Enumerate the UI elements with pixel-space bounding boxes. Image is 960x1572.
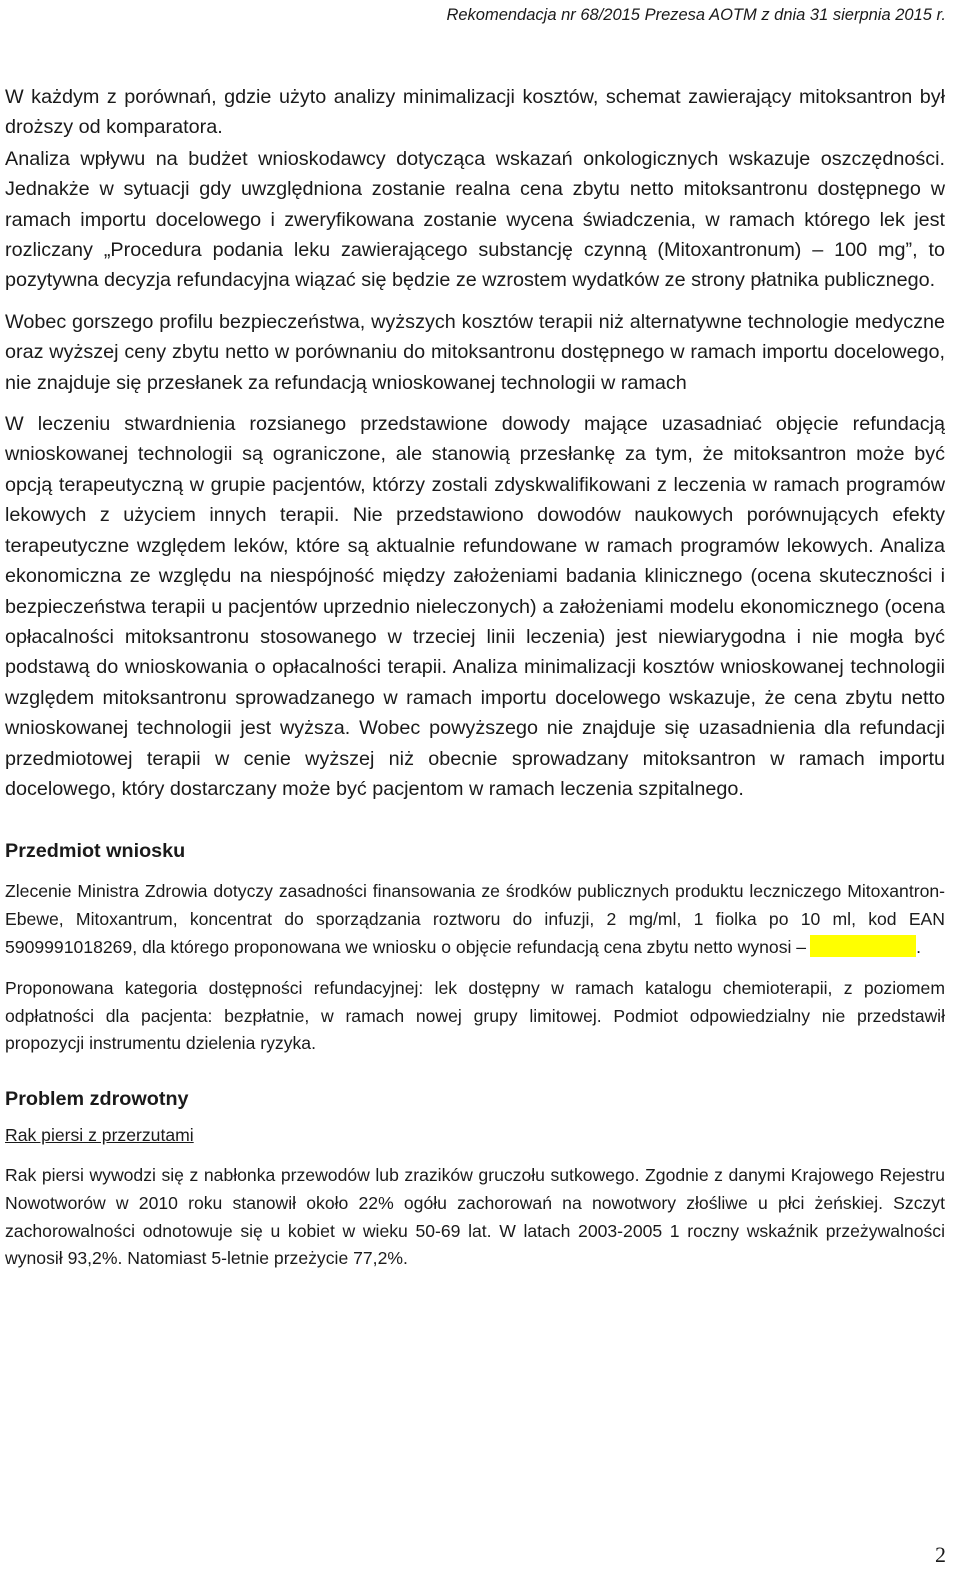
document-body [5,82,945,1273]
page-number: 2 [935,1542,946,1567]
paragraph-cost-minimization: W każdym z porównań, gdzie użyto analizy minimalizacji kosztów, schemat zawierający mitoksantron był droższy od komparatora. [5,86,945,139]
paragraph-safety-profile: Wobec gorszego profilu bezpieczeństwa, wyższych kosztów terapii niż alternatywne technologie medyczne oraz wyższej ceny zbytu netto w porównaniu do mitoksantronu dostępnego w ramach importu docelowego, nie znajduje się przesłanek za refundacją wnioskowanej technologii w ramach [5,310,945,394]
paragraph-breast-cancer: Rak piersi wywodzi się z nabłonka przewodów lub zrazików gruczołu sutkowego. Zgodnie z danymi Krajowego Rejestru Nowotworów w 2010 roku stanowił około 22% ogółu zachorowań na nowotwory złośliwe u płci żeńskiej. Szczyt zachorowalności odnotowuje się u kobiet w wieku 50-69 lat. W latach 2003-2005 1 roczny wskaźnik przeżywalności wynosił 93,2%. Natomiast 5-letnie przeżycie 77,2%. [5,1164,945,1269]
paragraph-multiple-sclerosis: W leczeniu stwardnienia rozsianego przedstawione dowody mające uzasadniać objęcie refundacją wnioskowanej technologii są ograniczone, ale stanowią przesłankę za tym, że mitoksantron może być opcją terapeutyczną w grupie pacjentów, którzy zostali zdyskwalifikowani z leczenia w ramach programów lekowych z użyciem innych terapii. Nie przedstawiono dowodów naukowych porównujących efekty terapeutyczne względem leków, które są aktualnie refundowane w ramach programów lekowych. Analiza ekonomiczna ze względu na niespójność między założeniami badania klinicznego (ocena skuteczności i bezpieczeństwa terapii u pacjentów uprzednio nieleczonych) a założeniami modelu ekonomicznego (ocena opłacalności mitoksantronu stosowanego w trzeciej linii leczenia) jest niewiarygodna i nie mogła być podstawą do wnioskowania o opłacalności terapii. Analiza minimalizacji kosztów wnioskowanej technologii względem mitoksantronu sprowadzanego w ramach importu docelowego wskazuje, że cena zbytu netto wnioskowanej technologii jest wyższa. Wobec powyższego nie znajduje się uzasadnienia dla refundacji przedmiotowej terapii w cenie wyższej niż obecnie sprowadzany mitoksantron w ramach importu docelowego, który dostarczany może być pacjentom w ramach leczenia szpitalnego. [5,413,945,800]
paragraph-przedmiot-category: Proponowana kategoria dostępności refundacyjnej: lek dostępny w ramach katalogu chemioterapii, z poziomem odpłatności dla pacjenta: bezpłatnie, w ramach nowej grupy limitowej. Podmiot odpowiedzialny nie przedstawił propozycji instrumentu dzielenia ryzyka. [5,977,945,1054]
redacted-price-block [810,935,916,957]
running-header: Rekomendacja nr 68/2015 Prezesa AOTM z dnia 31 sierpnia 2015 r. [446,6,946,24]
section-heading-problem: Problem zdrowotny [5,1088,189,1111]
section-heading-przedmiot: Przedmiot wniosku [5,840,186,863]
paragraph-przedmiot-order [5,878,945,961]
subheading-breast-cancer: Rak piersi z przerzutami [5,1125,194,1146]
paragraph-budget-impact: Analiza wpływu na budżet wnioskodawcy dotycząca wskazań onkologicznych wskazuje oszczędności. Jednakże w sytuacji gdy uwzględniona zostanie realna cena zbytu netto mitoksantronu dostępnego w ramach importu docelowego i zweryfikowana zostanie wycena świadczenia, w ramach którego lek jest rozliczany „Procedura podania leku zawierającego substancję czynną (Mitoxantronum) – 100 mg”, to pozytywna decyzja refundacyjna wiązać się będzie ze wzrostem wydatków ze strony płatnika publicznego. [5,147,945,292]
przedmiot-order-text: Zlecenie Ministra Zdrowia dotyczy zasadności finansowania ze środków publicznych produktu leczniczego Mitoxantron-Ebewe, Mitoxantrum, koncentrat do sporządzania roztworu do infuzji, 2 mg/ml, 1 fiolka po 10 ml, kod EAN 5909991018269, dla którego proponowana we wniosku o objęcie refundacją cena zbytu netto wynosi – [5,881,945,957]
przedmiot-order-end: . [916,936,921,957]
